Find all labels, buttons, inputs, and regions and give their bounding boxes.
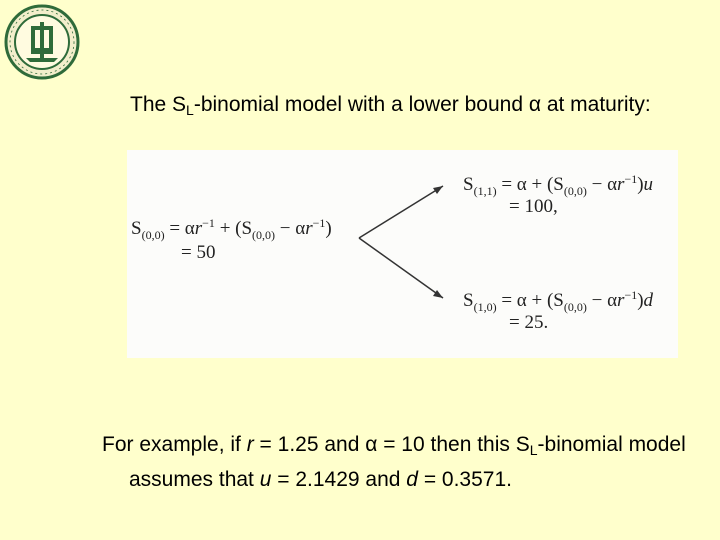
root-node-equation: $S_{(0,0)} = \alpha r^{-1} + (S_{(0,0)} - \alpha r^{-1})$ <box>131 216 332 242</box>
university-seal-logo <box>4 4 80 80</box>
binomial-tree-figure <box>127 150 678 358</box>
up-node-equation: $S_{(1,1)} = \alpha + (S_{(0,0)} - \alpha r^{-1})u$ <box>463 172 654 198</box>
down-node-value: = 25. <box>509 312 549 333</box>
down-node-equation: $S_{(1,0)} = \alpha + (S_{(0,0)} - \alpha r^{-1})d$ <box>463 288 654 314</box>
alpha-symbol: α <box>365 433 378 456</box>
up-node-value: = 100, <box>509 196 558 217</box>
intro-text: The $S_L$-binomial model with a lower bound α at maturity: <box>130 93 651 118</box>
alpha-symbol: α <box>528 93 541 116</box>
root-node-value: = 50 <box>181 242 216 263</box>
example-text: For example, if r = 1.25 and α = 10 then this $S_L$-binomial model assumes that u = 2.1429 and d = 0.3571. <box>102 433 686 491</box>
